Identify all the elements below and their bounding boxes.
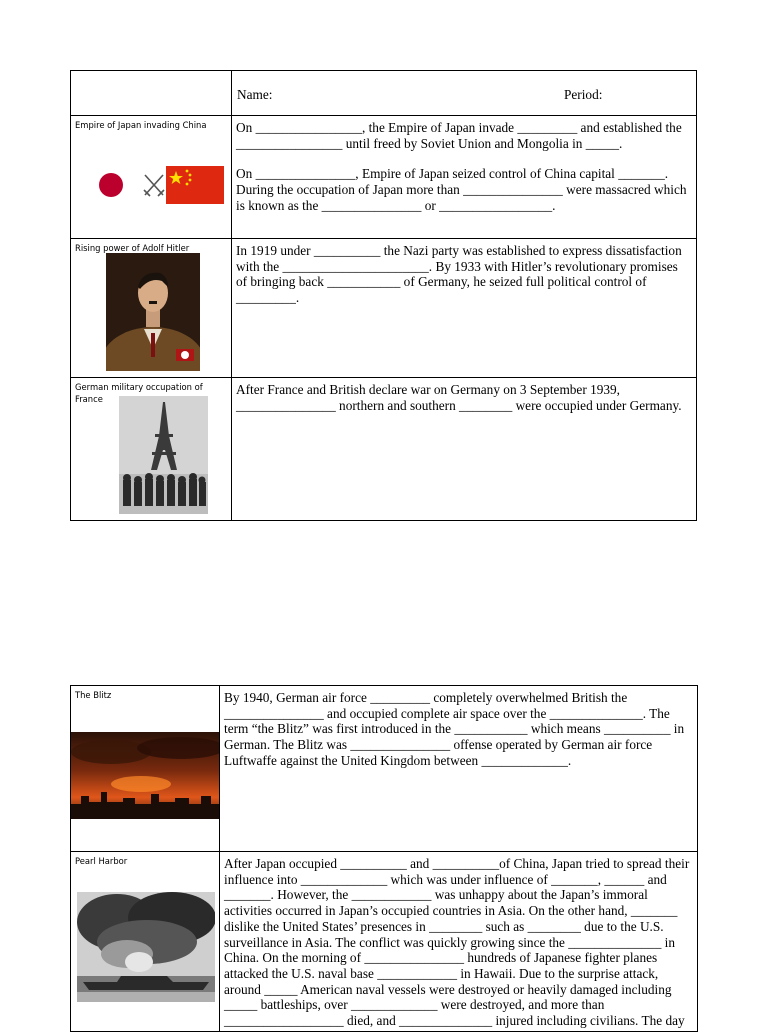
name-label: Name:	[237, 87, 273, 102]
eiffel-tower-soldiers-photo	[119, 396, 208, 514]
paragraph: After Japan occupied __________ and __________of China, Japan tried to spread their influence into _____________ which was under influence of _______, ______ and _______. However, the ____________ was unhappy about the Japan’s immoral activities occurred in Japan’s occupied countries in Asia. On the other hand, _______ dislike the United States’ presences in ________ such as ________ due to the U.S. surveillance in Asia. The conflict was quickly growing since the ______________ in China. On the morning of _______________ hundreds of Japanese fighter planes attacked the U.S. naval base ____________ in Hawaii. Due to the surprise attack, around _____ American naval vessels were destroyed or heavily damaged including _____ battleships, over _____________ were destroyed, and more than __________________ died, and ______________ injured including civilians. The day	[224, 856, 690, 1029]
header-row	[71, 71, 697, 116]
row-label-pearl-harbor: Pearl Harbor	[75, 856, 128, 866]
period-label: Period:	[564, 87, 603, 102]
row-content-cell	[232, 239, 697, 378]
japan-china-images	[81, 163, 227, 207]
header-cell	[232, 71, 697, 116]
row-label-cell	[71, 686, 220, 852]
table-row	[71, 378, 697, 521]
row-label-cell	[71, 116, 232, 239]
paragraph: By 1940, German air force _________ completely overwhelmed British the _______________ and occupied complete air space over the ______________. The term “the Blitz” was first introduced in the ___________ which means __________ in German. The Blitz was _______________ offense operated by German air force Luftwaffe against the United Kingdom between _____________.	[224, 690, 685, 768]
row-content-cell	[232, 116, 697, 239]
row-label-cell	[71, 378, 232, 521]
table-row	[71, 852, 698, 1032]
worksheet-table-1	[70, 70, 697, 521]
row-label-japan-china: Empire of Japan invading China	[75, 120, 207, 130]
japan-flag	[83, 166, 139, 204]
china-flag	[166, 166, 224, 204]
paragraph: In 1919 under __________ the Nazi party was established to express dissatisfaction with the ______________________. By 1933 with Hitler’s revolutionary promises of bringing back ___________ of Germany, he seized full political control of _________.	[236, 243, 682, 306]
row-content-cell	[232, 378, 697, 521]
pearl-harbor-smoke-photo	[77, 892, 215, 1002]
crossed-swords-icon	[144, 175, 164, 196]
row-content-cell	[220, 686, 698, 852]
paragraph: On _______________, Empire of Japan seized control of China capital _______. During the occupation of Japan more than _______________ were massacred which is known as the _______________ or _________________.	[236, 166, 687, 213]
paragraph: After France and British declare war on Germany on 3 September 1939, _______________ northern and southern ________ were occupied under Germany.	[236, 382, 682, 413]
row-label-france: German military occupation of France	[75, 382, 203, 404]
worksheet-table-2	[70, 685, 698, 1032]
row-label-hitler: Rising power of Adolf Hitler	[75, 243, 190, 253]
row-content-cell	[220, 852, 698, 1032]
table-row	[71, 116, 697, 239]
paragraph: On ________________, the Empire of Japan invade _________ and established the ________________ until freed by Soviet Union and Mongolia in _____.	[236, 120, 682, 151]
row-label-blitz: The Blitz	[75, 690, 112, 700]
burning-city-photo	[71, 732, 219, 819]
table-row	[71, 686, 698, 852]
row-label-cell	[71, 852, 220, 1032]
header-blank-cell	[71, 71, 232, 116]
row-label-cell	[71, 239, 232, 378]
table-row	[71, 239, 697, 378]
hitler-portrait	[106, 253, 200, 371]
